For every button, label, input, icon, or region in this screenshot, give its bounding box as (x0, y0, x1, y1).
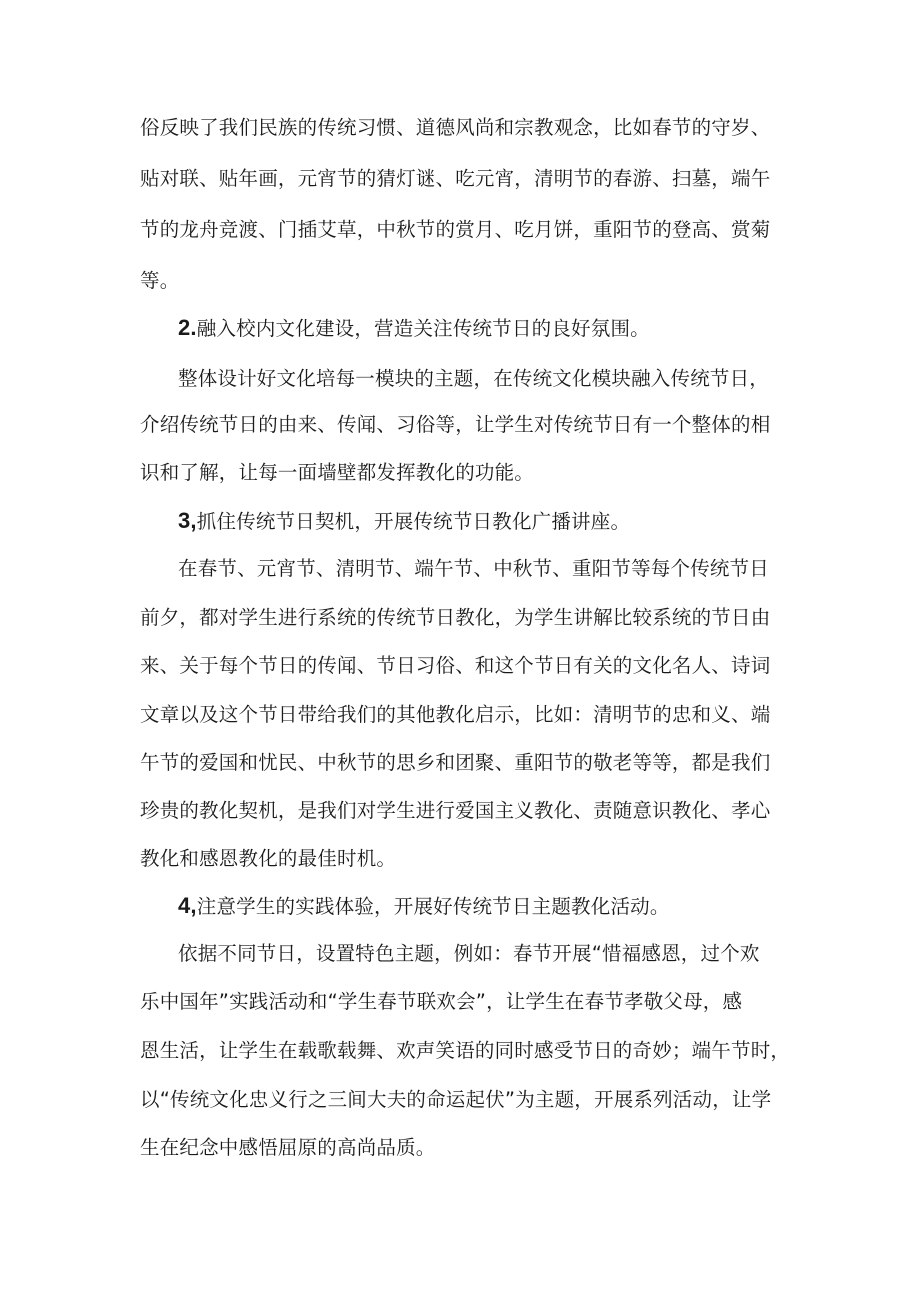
paragraph-line: 文章以及这个节日带给我们的其他教化启示，比如：清明节的忠和义、端 (140, 703, 771, 726)
section-number: 3, (178, 508, 197, 533)
paragraph-line: 午节的爱国和忧民、中秋节的思乡和团聚、重阳节的敬老等等，都是我们 (140, 751, 771, 774)
paragraph-line: 恩生活，让学生在载歌载舞、欢声笑语的同时感受节日的奇妙；端午节时， (140, 1039, 791, 1062)
paragraph-line: 以“传统文化忠义行之三间大夫的命运起伏”为主题，开展系列活动，让学 (140, 1088, 772, 1111)
paragraph-line: 等。 (140, 269, 180, 292)
paragraph-line: 乐中国年”实践活动和“学生春节联欢会”，让学生在春节孝敬父母，感 (140, 990, 743, 1013)
section-heading-text: 抓住传统节日契机，开展传统节日教化广播讲座。 (196, 510, 631, 533)
paragraph-line: 教化和感恩教化的最佳时机。 (140, 847, 397, 870)
paragraph-line: 珍贵的教化契机，是我们对学生进行爱国主义教化、责随意识教化、孝心 (140, 799, 771, 822)
section-heading-4 (178, 893, 670, 920)
paragraph-line: 依据不同节日，设置特色主题，例如：春节开展“惜福感恩，过个欢 (178, 942, 760, 965)
section-number: 2. (178, 315, 197, 340)
paragraph-line: 在春节、元宵节、清明节、端午节、中秋节、重阳节等每个传统节日 (178, 557, 770, 580)
section-heading-2 (178, 315, 650, 342)
section-heading-text: 注意学生的实践体验，开展好传统节日主题教化活动。 (196, 895, 670, 918)
paragraph-line: 识和了解，让每一面墙壁都发挥教化的功能。 (140, 461, 535, 484)
section-heading-3 (178, 508, 630, 535)
section-number: 4, (178, 893, 197, 918)
paragraph-line: 节的龙舟竞渡、门插艾草，中秋节的赏月、吃月饼，重阳节的登高、赏菊 (140, 218, 771, 241)
paragraph-line: 介绍传统节日的由来、传闻、习俗等，让学生对传统节日有一个整体的相 (140, 413, 771, 436)
paragraph-line: 来、关于每个节日的传闻、节日习俗、和这个节日有关的文化名人、诗词 (140, 654, 771, 677)
paragraph-line: 整体设计好文化培每一模块的主题，在传统文化模块融入传统节日， (178, 367, 770, 390)
paragraph-line: 前夕，都对学生进行系统的传统节日教化，为学生讲解比较系统的节日由 (140, 606, 771, 629)
paragraph-line: 贴对联、贴年画，元宵节的猜灯谜、吃元宵，清明节的春游、扫墓，端午 (140, 167, 771, 190)
paragraph-line: 生在纪念中感悟屈原的高尚品质。 (140, 1136, 436, 1159)
section-heading-text: 融入校内文化建设，营造关注传统节日的良好氛围。 (196, 317, 650, 340)
paragraph-line: 俗反映了我们民族的传统习惯、道德风尚和宗教观念，比如春节的守岁、 (140, 116, 771, 139)
